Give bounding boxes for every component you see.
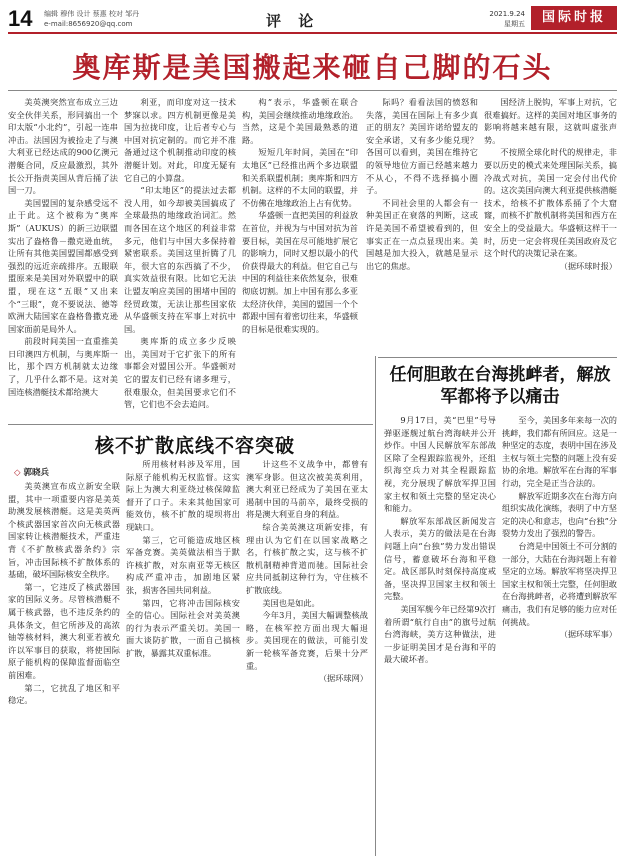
paragraph: 所用核材料涉及军用，国际原子能机构无权监督。这实际上为澳大利亚绕过核保障监督开了口子。未来其他国家可能效仿，核不扩散的堤坝将出现缺口。 (126, 459, 240, 532)
article2-byline (14, 466, 49, 478)
article1-column-2 (124, 96, 236, 418)
article1-headline: 奥库斯是美国搬起来砸自己脚的石头 (72, 51, 553, 84)
editor-credits (44, 9, 139, 29)
article3-headline: 任何胆敢在台海挑衅者，解放军都将予以痛击 (389, 365, 611, 407)
paragraph: 际吗？看看法国的愤怒和失落，美国在国际上有多少真正的朋友？美国许诺给盟友的安全承诺，又有多少能兑现？各国可以看到，美国在维持它的领导地位方面已经越来越力不从心，不得不选择搞小圈子。 (366, 97, 478, 196)
paragraph: 美英澳宣布成立新安全联盟，其中一项重要内容是美英助澳发展核潜艇。这是美英两个核武器国家首次向无核武器国家转让核潜艇技术，严重违背《不扩散核武器条约》宗旨，冲击国际核不扩散体系的基础，破坏国际核安全秩序。 (8, 481, 120, 580)
date: 2021.9.24 (489, 10, 525, 18)
paragraph: 前段时间美国一直重推美日印澳四方机制，与奥库斯一比，那个四方机制就太边缘了，几乎什么都不是。这对美国连核潜艇技术都给澳大 (8, 336, 118, 397)
article1-column-5 (484, 96, 617, 356)
paragraph: 构”表示，华盛顿在联合构，美国会继续推动地缘政治。当然，这是个美国最熟悉的道路。 (242, 97, 358, 145)
article2-column-2 (126, 458, 240, 856)
paragraph: 不按照全球化时代的规律走，非要以历史的模式来处理国际关系，搞冷战式对抗，美国一定会付出代价的。这次美国向澳大利亚提供核潜艇技术，给核不扩散体系捅了个大窟窿，而核不扩散机制将美国和西方在安全上的受益最大。华盛顿这样干一时，历史一定会将现任美国政府及它这个时代的决策记录在案。 (484, 147, 617, 259)
article-source: （据环球时报） (559, 260, 617, 271)
issue-date (489, 9, 525, 29)
article1-column-4 (366, 96, 478, 356)
article3-column-1 (384, 414, 496, 856)
paragraph: 至今，美国多年来每一次的挑衅，我们都有所回应。这是一种坚定的态度，表明中国在涉及主权与领土完整的问题上没有妥协的余地。解放军在台海的军事行动，完全是正当合法的。 (502, 415, 617, 488)
paragraph: 第二，它扰乱了地区和平稳定。 (8, 682, 120, 706)
author-name: 郭晓兵 (23, 468, 50, 478)
paragraph: 台湾是中国领土不可分割的一部分，大陆在台海问题上有着坚定的立场。解放军将坚决捍卫国家主权和领土完整，任何胆敢在台海挑衅者，必将遭到解放军痛击，我们有足够的能力应对任何挑战。 (502, 540, 617, 627)
masthead-logo: 国际时报 (531, 6, 617, 30)
article3-column-2 (502, 414, 617, 856)
paragraph: 今年3月，美国大幅调整核战略，在核军控方面出现大幅退步。美国现在的做法，可能引发新一轮核军备竞赛，后果十分严重。 (246, 610, 368, 671)
article1-column-1 (8, 96, 118, 418)
paragraph: 第三，它可能造成地区核军备竞赛。美英做法相当于默许核扩散，对东南亚等无核区构成严重冲击，加剧地区紧张，损害各国共同利益。 (126, 534, 240, 595)
paragraph: 计这些不义战争中，都曾有澳军身影。但这次被美英利用，澳大利亚已经成为了美国在亚太遏制中国的马前卒，最终受损的将是澳大利亚自身的利益。 (246, 459, 368, 520)
paragraph: 短短几年时间，美国在“印太地区”已经推出两个多边联盟和关系联盟机制；奥库斯和四方机制。这样的不太同的联盟，并不仿佛在地缘政治上占有优势。 (242, 147, 358, 208)
paragraph: 奥库斯的成立多少反映出，美国对于它扩张下的所有事都会对盟国公开。华盛顿对它的盟友们已经有诸多理亏，很难服众，但美国要求它们不管，它们也不会去追问。 (124, 336, 236, 410)
editor-names: 编辑 穆伟 设计 蔡惠 校对 邹丹 (44, 10, 140, 18)
paragraph: 第一，它违反了核武器国家的国际义务。尽管核潜艇不属于核武器，也不违反条约的具体条文，但它所涉及的高浓铀等核材料，澳大利亚若被允许以军事目的获取，将使国际原子能机构的保障监督面临空前困难。 (8, 581, 120, 680)
divider (8, 90, 617, 91)
paragraph: 华盛顿一直把美国的利益放在首位，并视为与中国对抗为首要目标，美国在尽可能地扩展它的影响力，同时又想以最小的代价获得最大的利益。但它自己与中国的利益往来依然复杂，很难彻底切割。加上中国有那么多亚太经济伙伴，美国的盟国一个个都跟中国有着密切往来，华盛顿的目标是很难实现的。 (242, 210, 358, 334)
paragraph: “印太地区”的提法过去都没人用，如今却被美国搞成了全球最热的地缘政治词汇。然而各国在这个地区的利益非常多元，他们与中国大多保持着紧密联系。美国这里折腾了几年，很大官的东西搞了不少，真实效益很有限。比如它无法让盟友响应美国的围堵中国的经贸政策，无法让那些国家依从华盛顿支持在军事上对抗中国。 (124, 185, 236, 334)
article2-column-1 (8, 480, 120, 856)
weekday: 星期五 (504, 20, 525, 28)
article2-headline: 核不扩散底线不容突破 (94, 435, 295, 457)
article2-column-3 (246, 458, 368, 856)
paragraph: 第四，它将冲击国际核安全的信心。国际社会对美英澳的行为表示严重关切。美国一面大谈防扩散，一面自己搞核扩散，暴露其双重标准。 (126, 597, 240, 658)
paragraph: 解放军近期多次在台海方向组织实战化演练，表明了中方坚定的决心和意志，也向“台独”分裂势力发出了强烈的警告。 (502, 490, 617, 539)
paragraph: 不同社会里的人都会有一种美国正在衰落的判断，这或许是美国不希望被看到的，但事实正在一点点显现出来。美国越是加大投入，就越是显示出它的焦虑。 (366, 197, 478, 271)
divider (378, 357, 617, 358)
paragraph: 美国也是如此。 (262, 597, 320, 608)
editor-email: e-mail:8656920@qq.com (44, 20, 133, 28)
paragraph: 9月17日，美“巴里”号导弹驱逐舰过航台湾海峡并公开炒作。中国人民解放军东部战区除了全程跟踪监视外，还组织海空兵力对其全程跟踪监视，充分展现了解放军捍卫国家主权和领土完整的坚定决心和能力。 (384, 415, 496, 514)
paragraph: 综合美英澳这项新安排，有理由认为它们在以国家战略之名，行核扩散之实，这与核不扩散机制精神背道而驰。国际社会应共同抵制这种行为，守住核不扩散底线。 (246, 521, 368, 595)
column-divider (375, 356, 376, 856)
paragraph: 国经济上脱钩，军事上对抗，它很难搞好。这样的美国对地区事务的影响将越来越有限，这就叫虚张声势。 (484, 97, 617, 145)
article-source: （据环球军事） (559, 629, 617, 640)
page-number: 14 (8, 6, 33, 31)
paragraph: 解放军东部战区新闻发言人表示，美方的做法是在台海问题上向“台独”势力发出错误信号，蓄意破坏台海和平稳定。战区部队时刻保持高度戒备，坚决捍卫国家主权和领土完整。 (384, 515, 496, 602)
divider (8, 424, 373, 425)
paragraph: 美英澳突然宣布成立三边安全伙伴关系，形同搞出一个印太版“小北约”，引起一连串冲击。法国因为被捡走了与澳大利亚已经达成的900亿澳元潜艇合同，反应最激烈，其外长公开指责美国从背后捅了法国一刀。 (8, 97, 118, 196)
paragraph: 利亚，而印度对这一技术梦寐以求。四方机制更像是美国为拉拢印度，让后者专心与中国对抗定制的。而它并不准备通过这个机制推动印度的核潜艇计划。对此，印度无疑有它自己的小算盘。 (124, 97, 236, 183)
section-label: 评 论 (266, 12, 320, 30)
paragraph: 美国军舰今年已经第9次打着所谓“航行自由”的旗号过航台湾海峡，美方这种做法，进一步证明美国才是台海和平的最大破坏者。 (384, 603, 496, 665)
article1-column-3 (242, 96, 358, 418)
article-source: （据环球网） (318, 673, 368, 684)
page-header (8, 6, 617, 34)
paragraph: 美国盟国的复杂感受远不止于此。这个被称为“奥库斯”（AUKUS）的新三边联盟实出了盎格鲁－撒克逊血统，让所有其他美国盟国都感受到强烈的远近亲疏排序。五眼联盟原来是美国对外联盟中的联盟，现在这“五眼”又出来个“三眼”，竟不要说法、德等欧洲大陆国家在盎格鲁撒克逊国家面前是局外人。 (8, 197, 118, 334)
diamond-icon: ◇ (14, 468, 21, 478)
